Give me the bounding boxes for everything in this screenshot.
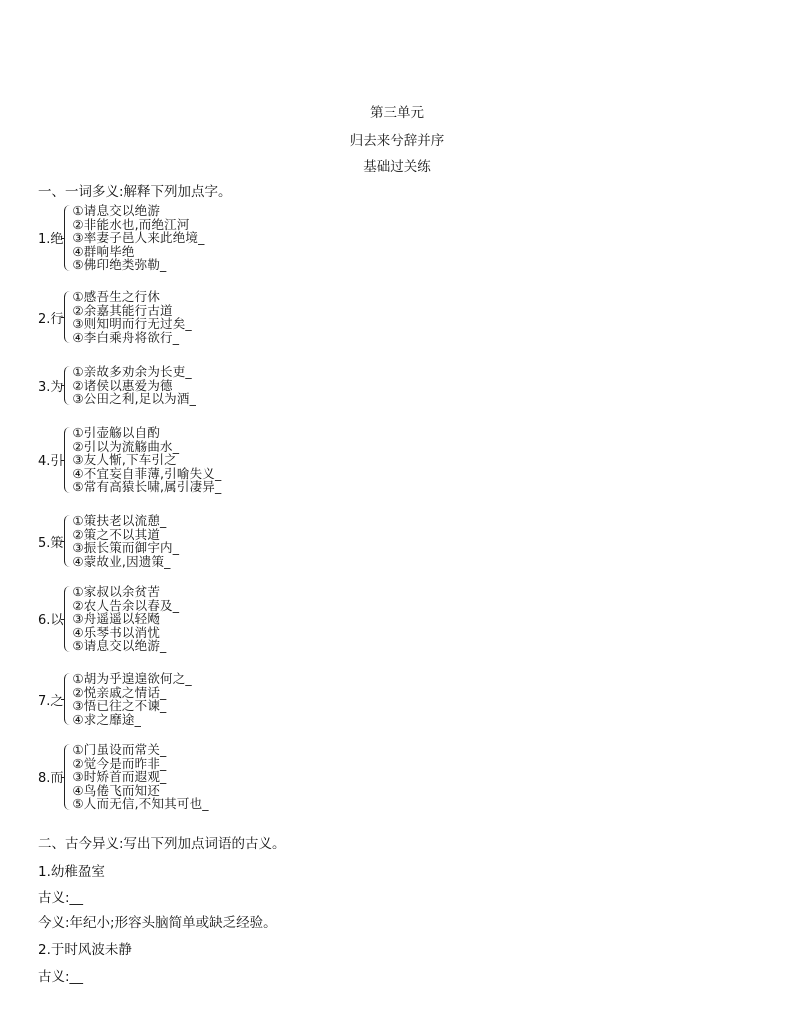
sentence-item: ③率妻子邑人来此绝境_ [72,230,205,246]
sentence-item: ②悦亲戚之情话_ [72,684,167,700]
word-group-yin [38,426,221,494]
sentence-item: ①请息交以绝游 [72,203,161,218]
sentence-item: ④鸟倦飞而知还 [72,782,161,798]
sentence-item: ①策扶老以流憩_ [72,513,167,528]
sentence-item: ②觉今是而昨非_ [72,755,167,771]
sentence-item: ①门虽设而常关_ [72,742,167,757]
group-label: 6.以 [38,613,64,629]
sentence-item: ②引以为流觞曲水_ [72,438,180,454]
sentence-item: ③公田之利,足以为酒_ [72,391,197,407]
sentence-item: ①家叔以余贫苦 [72,584,161,599]
sentence-item: ③则知明而行无过矣_ [72,316,192,332]
word-group-wei [38,365,196,406]
group-label: 8.而 [38,771,64,787]
section1-heading: 一、一词多义:解释下列加点字。 [38,184,232,200]
sentence-item: ⑤人而无信,不知其可也_ [72,796,209,812]
word-group-xing [38,290,192,344]
section2-heading: 二、古今异义:写出下列加点词语的古义。 [38,836,286,852]
word-group-yi [38,585,179,653]
group-label: 7.之 [38,693,64,709]
group-label: 3.为 [38,379,64,395]
brace [64,205,70,271]
word-group-ce [38,514,179,568]
sentence-item: ④群响毕绝 [72,243,135,259]
brace [64,291,70,343]
sentence-item: ④不宜妄自菲薄,引喻失义_ [72,465,222,481]
sentence-item: ②余嘉其能行古道 [72,302,173,318]
brace [64,744,70,810]
sentence-item: ②非能水也,而绝江河 [72,216,190,232]
sentence-item: ②农人告余以春及_ [72,597,180,613]
brace [64,586,70,652]
question-1-word: 1.幼稚盈室 [38,864,105,880]
group-label: 4.引 [38,454,64,470]
brace [64,673,70,725]
brace [64,366,70,405]
sentence-item: ④蒙故业,因遗策_ [72,553,171,569]
brace [64,515,70,567]
sentence-item: ③友人惭,下车引之 [72,452,177,468]
question-1-modern: 今义:年纪小;形容头脑简单或缺乏经验。 [38,915,277,931]
sentence-item: ⑤请息交以绝游_ [72,638,167,654]
sentence-item: ③悟已往之不谏_ [72,698,167,714]
sentence-item: ③舟遥遥以轻飏 [72,611,161,627]
word-group-jue [38,204,205,272]
sentence-item: ③时矫首而遐观_ [72,769,167,785]
sentence-item: ④李白乘舟将欲行_ [72,329,180,345]
word-group-zhi [38,672,192,726]
sentence-item: ②诸侯以惠爱为德 [72,377,173,393]
question-1-ancient-blank: 古义:__ [38,890,84,906]
drill-title: 基础过关练 [363,159,431,175]
sentence-item: ①感吾生之行休 [72,289,161,304]
group-label: 5.策 [38,535,64,551]
sentence-item: ⑤常有高猿长啸,属引凄异_ [72,479,222,495]
lesson-title: 归去来兮辞并序 [349,133,445,149]
sentence-item: ③振长策而御宇内_ [72,540,180,556]
question-2-ancient-blank: 古义:__ [38,969,84,985]
brace [64,427,70,493]
sentence-item: ①亲故多劝余为长吏_ [72,364,192,379]
sentence-item: ④乐琴书以消忧 [72,624,161,640]
group-label: 1.绝 [38,232,64,248]
word-group-er [38,743,209,811]
sentence-item: ⑤佛印绝类弥勒_ [72,257,167,273]
sentence-item: ①胡为乎遑遑欲何之_ [72,671,192,686]
unit-title: 第三单元 [370,105,424,121]
sentence-item: ①引壶觞以自酌 [72,425,161,440]
sentence-item: ②策之不以其道 [72,526,161,542]
question-2-word: 2.于时风波未静 [38,942,132,958]
sentence-item: ④求之靡途_ [72,711,142,727]
group-label: 2.行 [38,311,64,327]
